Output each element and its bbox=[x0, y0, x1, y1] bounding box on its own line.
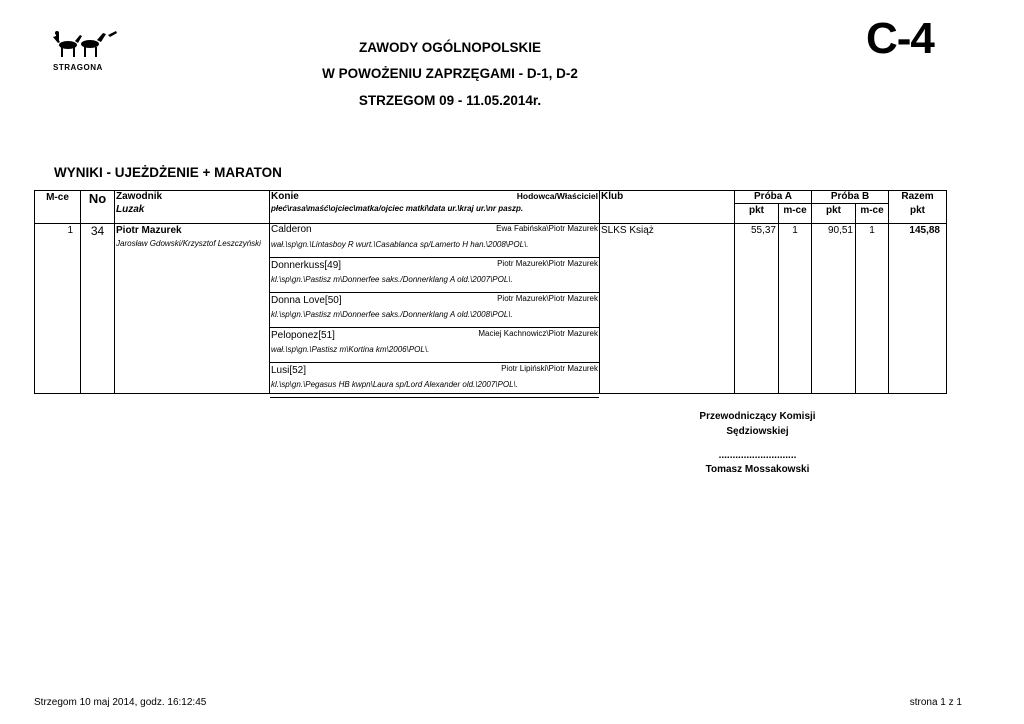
horse-entry bbox=[270, 258, 599, 293]
result-place: 1 bbox=[67, 225, 73, 236]
club-name: SLKS Książ bbox=[601, 225, 654, 236]
col-header-mce: M-ce bbox=[46, 192, 69, 203]
event-title: ZAWODY OGÓLNOPOLSKIE bbox=[358, 40, 541, 55]
footer-page-number: strona 1 z 1 bbox=[909, 697, 962, 708]
horse-details: kl.\sp\gn.\Pastisz m\Donnerfee saks./Donnerklang A old.\2007\POL\. bbox=[271, 275, 513, 284]
horse-owner: Piotr Mazurek\Piotr Mazurek bbox=[497, 294, 598, 303]
horses-carriage-icon bbox=[48, 27, 122, 63]
col-header-zawodnik: Zawodnik bbox=[116, 191, 163, 202]
horse-details: wał.\sp\gn.\Pastisz m\Kortina km\2006\POL\. bbox=[271, 345, 430, 354]
horse-details: wał.\sp\gn.\Lintasboy R wurt.\Casablanca sp/Lamerto H han.\2008\POL\. bbox=[271, 240, 529, 249]
col-header-klub: Klub bbox=[601, 191, 624, 202]
total-points: 145,88 bbox=[909, 225, 940, 236]
horse-entry bbox=[270, 223, 599, 258]
stragona-logo bbox=[48, 27, 122, 75]
col-header-pkt-r: pkt bbox=[910, 205, 925, 216]
horse-name: Peloponez[51] bbox=[271, 330, 335, 341]
proba-b-points: 90,51 bbox=[827, 225, 853, 236]
footer-timestamp: Strzegom 10 maj 2014, godz. 16:12:45 bbox=[34, 697, 207, 708]
proba-a-points: 55,37 bbox=[750, 225, 776, 236]
horse-owner: Piotr Mazurek\Piotr Mazurek bbox=[497, 259, 598, 268]
horse-entry bbox=[270, 293, 599, 328]
driver-name: Piotr Mazurek bbox=[116, 225, 182, 236]
horse-owner: Piotr Lipiński\Piotr Mazurek bbox=[501, 364, 598, 373]
event-date-location: STRZEGOM 09 - 11.05.2014r. bbox=[358, 93, 542, 108]
horse-entry bbox=[270, 328, 599, 363]
proba-a-place: 1 bbox=[792, 225, 798, 236]
col-header-mce-b: m-ce bbox=[860, 205, 884, 216]
horse-owner: Ewa Fabińska\Piotr Mazurek bbox=[496, 224, 598, 233]
horses-list bbox=[270, 223, 599, 398]
signature-title-line2: Sędziowskiej bbox=[726, 426, 789, 437]
horse-details: kl.\sp\gn.\Pegasus HB kwpn\Laura sp/Lord Alexander old.\2007\POL\. bbox=[271, 380, 518, 389]
col-header-proba-b: Próba B bbox=[830, 191, 870, 202]
signature-dots: ............................ bbox=[718, 450, 797, 461]
logo-text: STRAGONA bbox=[53, 63, 103, 72]
horse-entry bbox=[270, 363, 599, 398]
col-header-luzak: Luzak bbox=[116, 204, 145, 215]
groom-names: Jarosław Gdowski/Krzysztof Leszczyński bbox=[116, 239, 261, 248]
col-header-razem: Razem bbox=[901, 191, 934, 202]
proba-b-place: 1 bbox=[869, 225, 875, 236]
col-header-proba-a: Próba A bbox=[754, 191, 792, 202]
col-header-pkt-a: pkt bbox=[749, 205, 764, 216]
section-title: WYNIKI - UJEŻDŻENIE + MARATON bbox=[54, 165, 282, 180]
class-code: C-4 bbox=[866, 14, 934, 63]
horse-name: Lusi[52] bbox=[271, 365, 307, 376]
signature-title-line1: Przewodniczący Komisji bbox=[699, 411, 816, 422]
horse-name: Donna Love[50] bbox=[271, 295, 342, 306]
horse-owner: Maciej Kachnowicz\Piotr Mazurek bbox=[478, 329, 598, 338]
col-header-pkt-b: pkt bbox=[826, 205, 841, 216]
col-header-konie: Konie bbox=[271, 191, 299, 202]
horse-details: kl.\sp\gn.\Pastisz m\Donnerfee saks./Donnerklang A old.\2008\POL\. bbox=[271, 310, 513, 319]
col-header-no: No bbox=[88, 191, 107, 206]
horse-name: Donnerkuss[49] bbox=[271, 260, 342, 271]
horse-name: Calderon bbox=[271, 224, 312, 235]
result-no: 34 bbox=[90, 224, 105, 238]
col-header-hodowca: Hodowca/Właściciel bbox=[516, 191, 598, 201]
signature-name: Tomasz Mossakowski bbox=[705, 464, 810, 475]
event-subtitle: W POWOŻENIU ZAPRZĘGAMI - D-1, D-2 bbox=[322, 66, 578, 81]
results-table bbox=[34, 190, 947, 394]
col-header-mce-a: m-ce bbox=[783, 205, 807, 216]
col-header-konie-details: płeć\rasa\maść\ojciec\matka/ojciec matki\data ur.\kraj ur.\nr paszp. bbox=[271, 204, 524, 213]
